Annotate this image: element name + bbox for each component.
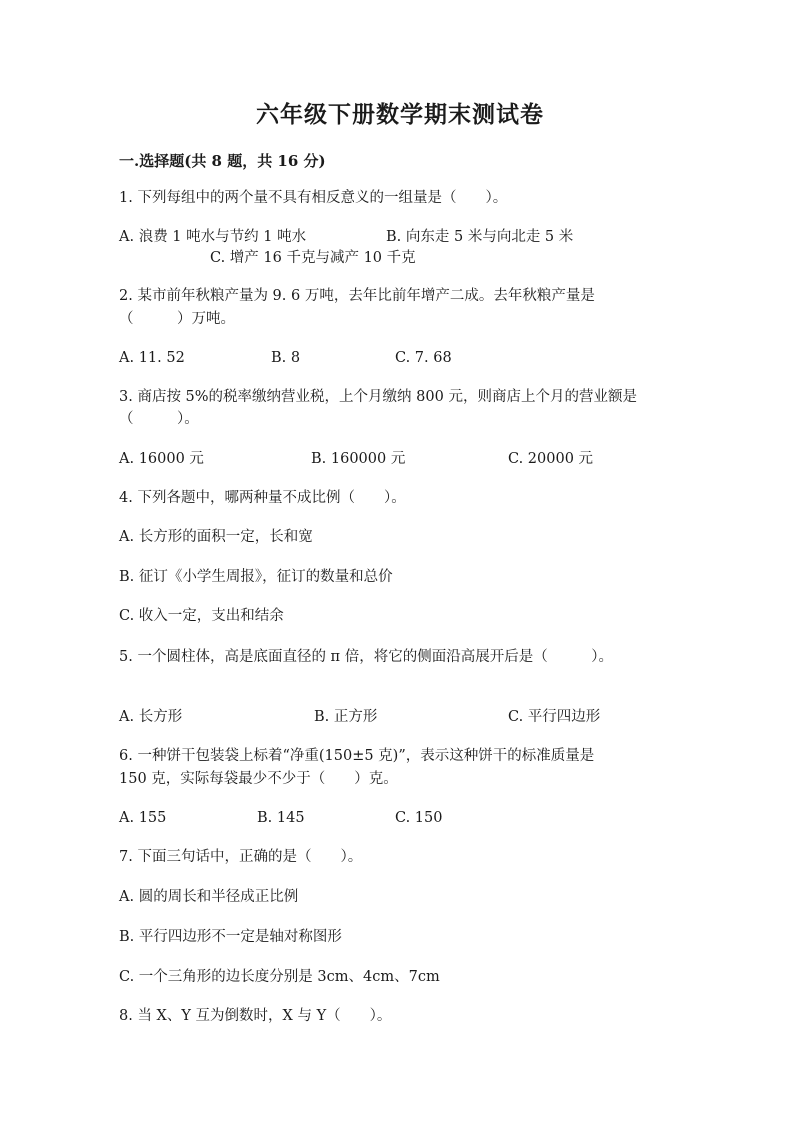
question-3-option-c: C. 20000 元 [508,451,594,467]
question-3-text-cont: （ ）。 [119,411,199,427]
question-7-option-a: A. 圆的周长和半径成正比例 [119,889,299,905]
question-2-text: 2. 某市前年秋粮产量为 9. 6 万吨，去年比前年增产二成。去年秋粮产量是 [119,288,595,304]
question-8-text: 8. 当 X、Y 互为倒数时，X 与 Y（ ）。 [119,1008,392,1024]
question-5-option-c: C. 平行四边形 [508,709,601,725]
question-5-option-b: B. 正方形 [314,709,378,725]
question-4-option-b: B. 征订《小学生周报》，征订的数量和总价 [119,569,393,585]
question-3-text: 3. 商店按 5%的税率缴纳营业税，上个月缴纳 800 元，则商店上个月的营业额是 [119,389,637,405]
section-heading: 一.选择题(共 8 题，共 16 分) [119,152,326,170]
question-6-text-cont: 150 克，实际每袋最少不少于（ ）克。 [119,771,398,787]
question-7-text: 7. 下面三句话中，正确的是（ ）。 [119,849,363,865]
question-2-option-c: C. 7. 68 [395,350,452,366]
question-6-option-b: B. 145 [257,810,305,826]
question-7-option-b: B. 平行四边形不一定是轴对称图形 [119,929,342,945]
question-4-text: 4. 下列各题中，哪两种量不成比例（ ）。 [119,490,406,506]
question-2-text-cont: （ ）万吨。 [119,311,235,327]
question-5-option-a: A. 长方形 [119,709,183,725]
question-1-option-c: C. 增产 16 千克与减产 10 千克 [210,250,416,266]
question-5-text: 5. 一个圆柱体，高是底面直径的 π 倍，将它的侧面沿高展开后是（ ）。 [119,649,613,665]
question-3-option-b: B. 160000 元 [311,451,406,467]
question-2-option-a: A. 11. 52 [119,350,185,366]
question-4-option-a: A. 长方形的面积一定，长和宽 [119,529,313,545]
question-6-text: 6. 一种饼干包装袋上标着“净重(150±5 克)”，表示这种饼干的标准质量是 [119,748,595,764]
question-1-option-a: A. 浪费 1 吨水与节约 1 吨水 [119,229,307,245]
question-6-option-c: C. 150 [395,810,443,826]
question-7-option-c: C. 一个三角形的边长度分别是 3cm、4cm、7cm [119,969,440,985]
question-6-option-a: A. 155 [119,810,167,826]
question-4-option-c: C. 收入一定，支出和结余 [119,608,284,624]
question-2-option-b: B. 8 [271,350,301,366]
question-1-option-b: B. 向东走 5 米与向北走 5 米 [386,229,574,245]
page-title: 六年级下册数学期末测试卷 [256,101,544,128]
question-3-option-a: A. 16000 元 [119,451,204,467]
question-1-text: 1. 下列每组中的两个量不具有相反意义的一组量是（ ）。 [119,190,508,206]
